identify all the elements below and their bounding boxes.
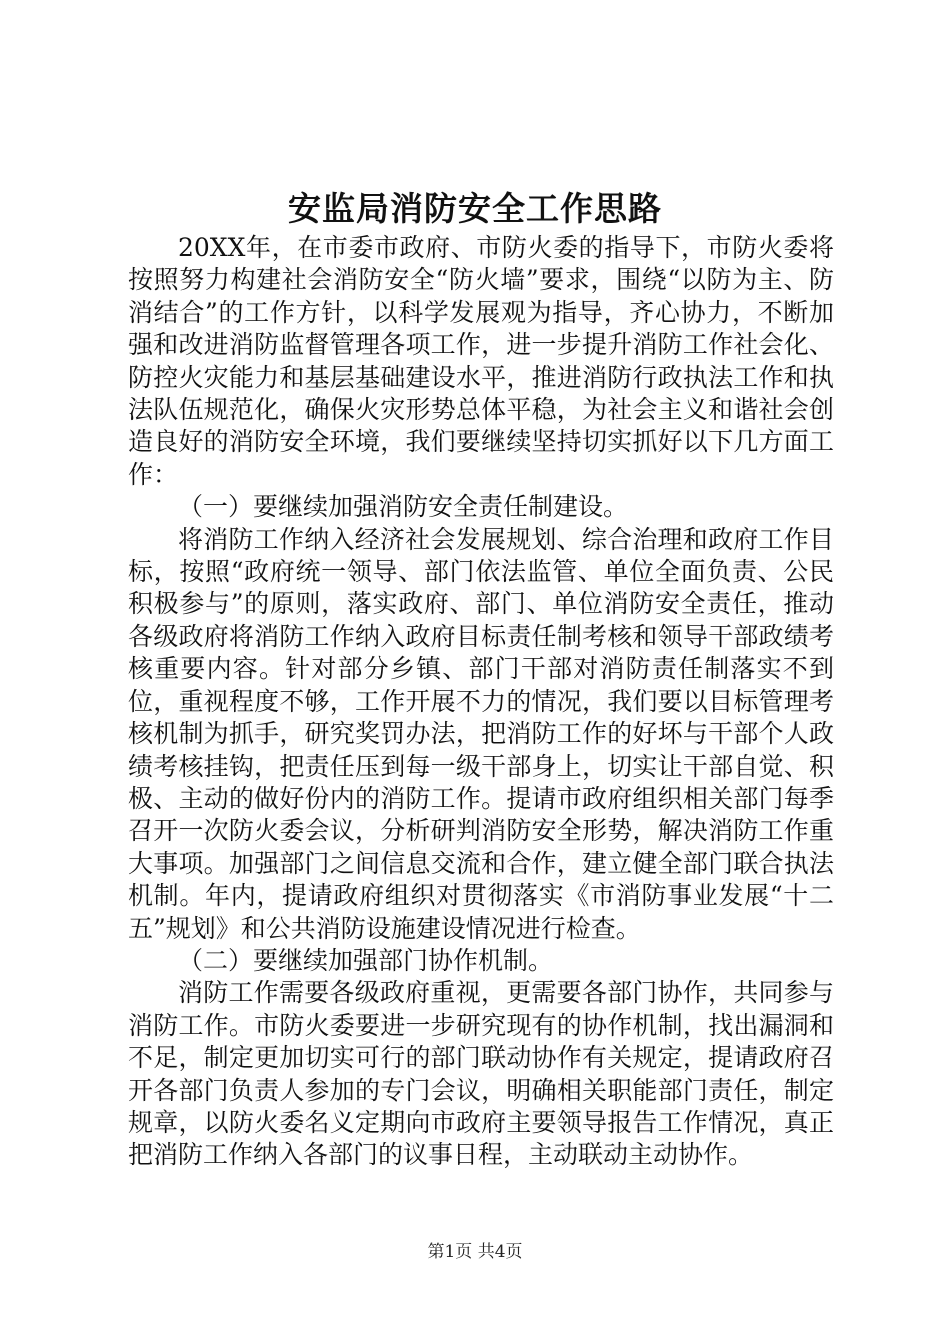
- intro-paragraph: 20XX年，在市委市政府、市防火委的指导下，市防火委将按照努力构建社会消防安全“防火墙”要求，围绕“以防为主、防消结合”的工作方针，以科学发展观为指导，齐心协力，不断加强和改进消防监督管理各项工作，进一步提升消防工作社会化、防控火灾能力和基层基础建设水平，推进消防行政执法工作和执法队伍规范化，确保火灾形势总体平稳，为社会主义和谐社会创造良好的消防安全环境，我们要继续坚持切实抓好以下几方面工作：: [128, 233, 834, 489]
- section-2-paragraph: 消防工作需要各级政府重视，更需要各部门协作，共同参与消防工作。市防火委要进一步研究现有的协作机制，找出漏洞和不足，制定更加切实可行的部门联动协作有关规定，提请政府召开各部门负责人参加的专门会议，明确相关职能部门责任，制定规章，以防火委名义定期向市政府主要领导报告工作情况，真正把消防工作纳入各部门的议事日程，主动联动主动协作。: [128, 978, 834, 1170]
- document-body: [128, 232, 834, 1172]
- section-1-paragraph: 将消防工作纳入经济社会发展规划、综合治理和政府工作目标，按照“政府统一领导、部门依法监管、单位全面负责、公民积极参与”的原则，落实政府、部门、单位消防安全责任，推动各级政府将消防工作纳入政府目标责任制考核和领导干部政绩考核重要内容。针对部分乡镇、部门干部对消防责任制落实不到位，重视程度不够，工作开展不力的情况，我们要以目标管理考核机制为抓手，研究奖罚办法，把消防工作的好坏与干部个人政绩考核挂钩，把责任压到每一级干部身上，切实让干部自觉、积极、主动的做好份内的消防工作。提请市政府组织相关部门每季召开一次防火委会议，分析研判消防安全形势，解决消防工作重大事项。加强部门之间信息交流和合作，建立健全部门联合执法机制。年内，提请政府组织对贯彻落实《市消防事业发展“十二五”规划》和公共消防设施建设情况进行检查。: [128, 524, 834, 943]
- page-number-footer: 第1页 共4页: [427, 1242, 523, 1262]
- section-heading-1: （一）要继续加强消防安全责任制建设。: [178, 492, 629, 522]
- section-heading-2: （二）要继续加强部门协作机制。: [178, 945, 554, 975]
- document-title: 安监局消防安全工作思路: [288, 189, 662, 228]
